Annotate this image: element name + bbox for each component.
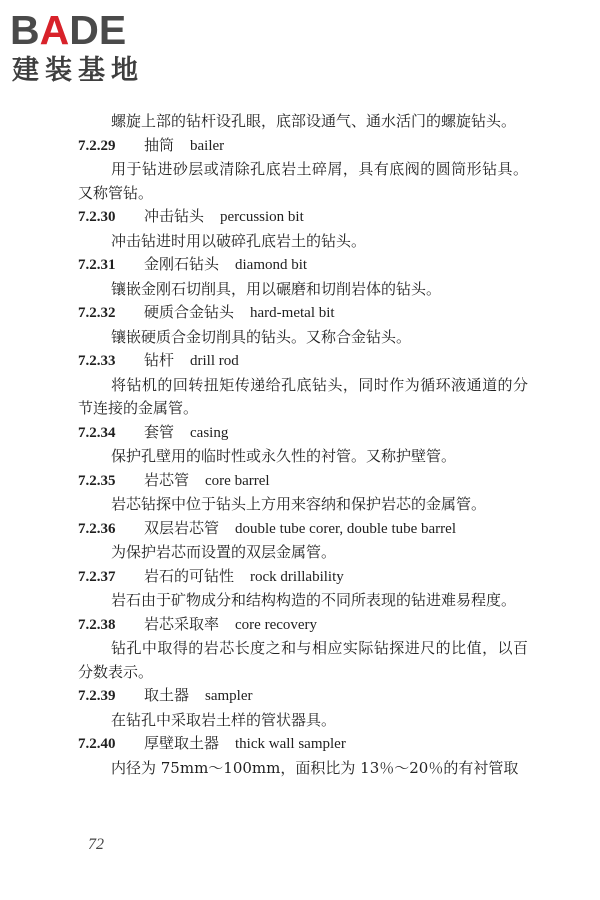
entry-term: 取土器 xyxy=(144,686,190,704)
entry-heading xyxy=(78,134,528,159)
entry-english-term: drill rod xyxy=(190,353,239,369)
entry-english-term: core recovery xyxy=(235,616,318,633)
entry-heading xyxy=(78,565,528,590)
entry-term: 钻杆 xyxy=(144,351,175,369)
entry-definition: 镶嵌金刚石切削具，用以碾磨和切削岩体的钻头。 xyxy=(111,279,442,298)
entry-heading xyxy=(78,349,528,374)
entry-term: 套管 xyxy=(144,422,175,441)
entry-english-term: thick wall sampler xyxy=(235,736,346,752)
entry-heading xyxy=(78,421,528,446)
entry-term: 抽筒 xyxy=(144,135,175,154)
entry-number: 7.2.37 xyxy=(78,568,116,585)
entry-english-term: double tube corer, double tube barrel xyxy=(235,520,456,537)
entry-definition: 为保护岩芯而设置的双层金属管。 xyxy=(111,543,337,561)
entry-heading xyxy=(78,301,528,326)
entry-term: 冲击钻头 xyxy=(144,207,205,225)
entry-english-term: casing xyxy=(190,424,229,441)
logo-letters-de: DE xyxy=(69,7,127,53)
entry-heading xyxy=(78,517,528,542)
entry-number: 7.2.31 xyxy=(78,257,116,273)
entry-english-term: rock drillability xyxy=(250,568,344,585)
page-number: 72 xyxy=(88,836,104,853)
entry-definition: 保护孔壁用的临时性或永久性的衬管。又称护壁管。 xyxy=(111,447,457,465)
entry-definition: 钻孔中取得的岩芯长度之和与相应实际钻探进尺的比值，以百分数表示。 xyxy=(78,639,528,681)
entry-definition: 将钻机的回转扭矩传递给孔底钻头，同时作为循环液通道的分节连接的金属管。 xyxy=(78,375,528,417)
entry-number: 7.2.34 xyxy=(78,424,116,441)
entry-number: 7.2.29 xyxy=(78,137,116,154)
entry-term: 双层岩芯管 xyxy=(144,518,220,537)
logo-letter-a: A xyxy=(39,7,70,53)
entry-term: 岩石的可钻性 xyxy=(144,566,235,585)
entry-english-term: diamond bit xyxy=(235,257,308,273)
entry-term: 岩芯管 xyxy=(144,470,190,489)
entry-number: 7.2.36 xyxy=(78,520,116,537)
entry-english-term: bailer xyxy=(190,137,225,154)
logo-wordmark xyxy=(10,8,126,52)
entry-heading xyxy=(78,732,528,757)
entry-english-term: percussion bit xyxy=(220,209,304,225)
entry-term: 硬质合金钻头 xyxy=(144,303,235,321)
entry-english-term: core barrel xyxy=(205,472,270,489)
entry-number: 7.2.40 xyxy=(78,736,116,752)
entry-definition: 镶嵌硬质合金切削具的钻头。又称合金钻头。 xyxy=(111,327,412,346)
entry-number: 7.2.32 xyxy=(78,305,116,321)
entry-heading xyxy=(78,253,528,278)
entry-number: 7.2.35 xyxy=(78,472,116,489)
entry-term: 岩芯采取率 xyxy=(144,614,220,633)
intro-paragraph: 螺旋上部的钻杆设孔眼，底部设通气、通水活门的螺旋钻头。 xyxy=(111,112,517,130)
entry-heading xyxy=(78,613,528,638)
entry-heading xyxy=(78,684,528,709)
entry-definition: 在钻孔中采取岩土样的管状器具。 xyxy=(111,710,337,729)
entry-heading xyxy=(78,205,528,230)
entry-heading xyxy=(78,469,528,494)
logo-letter-b: B xyxy=(10,7,40,53)
entry-english-term: hard-metal bit xyxy=(250,305,335,321)
entry-number: 7.2.38 xyxy=(78,616,116,633)
document-body xyxy=(78,110,528,780)
entry-definition: 岩芯钻探中位于钻头上方用来容纳和保护岩芯的金属管。 xyxy=(111,495,487,513)
entry-definition: 内径为 75mm～100mm，面积比为 13％～20％的有衬管取 xyxy=(111,758,519,777)
entry-english-term: sampler xyxy=(205,688,253,704)
entry-definition: 用于钻进砂层或清除孔底岩土碎屑，具有底阀的圆筒形钻具。又称管钻。 xyxy=(78,160,528,202)
term-entries xyxy=(78,134,528,781)
entry-term: 厚壁取土器 xyxy=(144,734,220,752)
entry-number: 7.2.30 xyxy=(78,209,116,225)
entry-definition: 岩石由于矿物成分和结构构造的不同所表现的钻进难易程度。 xyxy=(111,591,517,609)
logo-subtitle: 建装基地 xyxy=(12,55,144,86)
entry-number: 7.2.39 xyxy=(78,688,116,704)
entry-term: 金刚石钻头 xyxy=(144,255,220,273)
entry-definition: 冲击钻进时用以破碎孔底岩土的钻头。 xyxy=(111,231,367,250)
entry-number: 7.2.33 xyxy=(78,353,116,369)
logo xyxy=(10,8,180,90)
